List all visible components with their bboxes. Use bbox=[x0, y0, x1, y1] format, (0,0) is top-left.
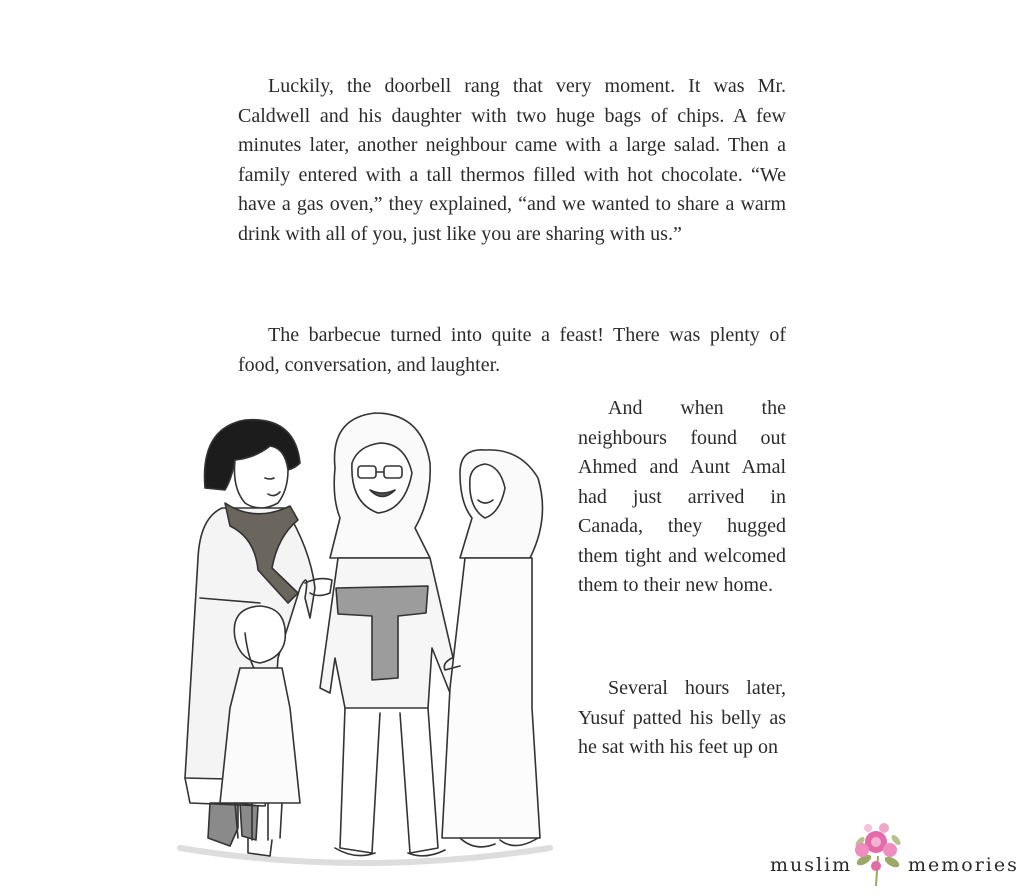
right-woman-dress bbox=[442, 558, 540, 838]
paragraph-feast: The barbecue turned into quite a feast! There was plenty of food, conversation, and laughter. bbox=[238, 324, 786, 376]
paragraph-doorbell: Luckily, the doorbell rang that very moment. It was Mr. Caldwell and his daughter with two huge bags of chips. A few minutes later, another neighbour came with a large salad. Then a family entered with a tall thermos filled with hot chocolate. “We have a gas oven,” they explained, “and we wanted to share a warm drink with all of you, just like you are sharing with us.” bbox=[238, 75, 786, 245]
woman-hijab-right-figure bbox=[442, 450, 543, 847]
woman-boot-right bbox=[240, 803, 258, 840]
woman-hijab-glasses-figure bbox=[320, 413, 460, 856]
neighbours-greeting-illustration bbox=[160, 408, 560, 870]
paragraph-several-hours: Several hours later, Yusuf patted his belly as he sat with his feet up on bbox=[578, 677, 786, 758]
watermark-left-word: muslim bbox=[770, 854, 853, 876]
watermark-right-word: memories bbox=[908, 854, 1019, 876]
muslim-memories-watermark bbox=[768, 820, 1018, 890]
woman-boot-left bbox=[208, 803, 238, 846]
flower-bouquet-icon bbox=[846, 820, 908, 888]
paragraph-welcome: And when the neighbours found out Ahmed and Aunt Amal had just arrived in Canada, they hugged them tight and welcomed them to their new home. bbox=[578, 397, 786, 596]
